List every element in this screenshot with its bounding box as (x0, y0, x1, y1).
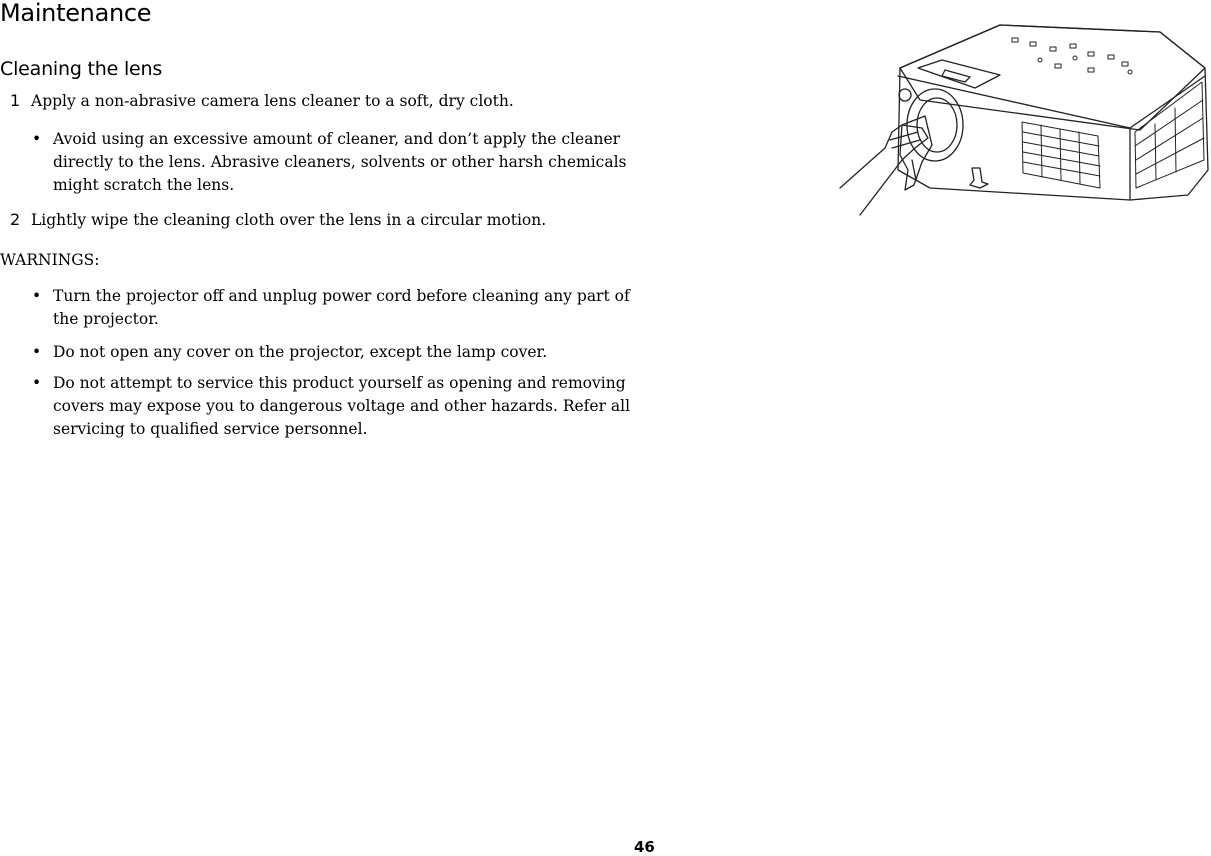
note-text: Avoid using an excessive amount of cleaner, and don’t apply the cleaner directly to the lens. Abrasive cleaners, solvents or other harsh chemicals might scratch the lens. (53, 130, 627, 194)
step-number: 2 (10, 210, 21, 229)
step-text: Apply a non-abrasive camera lens cleaner to a soft, dry cloth. (31, 92, 514, 110)
warning-text: Turn the projector off and unplug power cord before cleaning any part of the projector. (53, 287, 630, 328)
bullet-icon: • (32, 343, 42, 361)
section-heading: Cleaning the lens (0, 58, 163, 80)
step-number: 1 (10, 91, 21, 110)
bullet-icon: • (32, 374, 42, 392)
bullet-icon: • (32, 287, 42, 305)
page-number: 46 (634, 838, 655, 856)
bullet-icon: • (32, 130, 42, 148)
projector-lens-cleaning-illustration (830, 20, 1210, 220)
warning-text: Do not attempt to service this product yourself as opening and removing covers may expose you to dangerous voltage and other hazards. Refer all servicing to qualified service personnel. (53, 374, 631, 438)
warning-text: Do not open any cover on the projector, except the lamp cover. (53, 343, 548, 361)
warnings-label: WARNINGS: (0, 251, 100, 269)
step-text: Lightly wipe the cleaning cloth over the lens in a circular motion. (31, 211, 547, 229)
page-title: Maintenance (0, 0, 152, 27)
